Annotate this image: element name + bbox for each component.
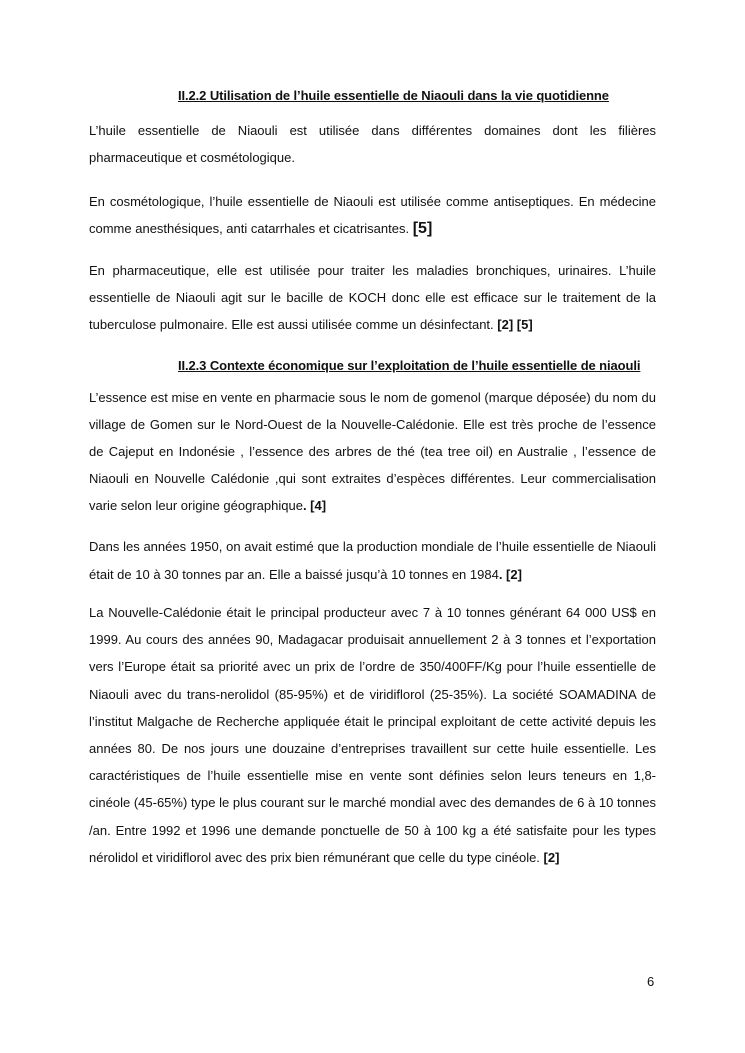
citation-reference: . [4] — [302, 498, 327, 513]
paragraph-production-mondiale — [89, 533, 656, 589]
citation-reference: [2] [5] — [497, 316, 533, 332]
citation-reference: [2] — [543, 849, 560, 865]
paragraph-text: La Nouvelle-Calédonie était le principal producteur avec 7 à 10 tonnes générant 64 000 US$ en 1999. Au cours des années 90, Madagacar produisait annuellement 2 à 3 tonnes et l’exportation vers l’Europe était sa priorité avec un prix de l’ordre de 350/400FF/Kg pour l’huile essentielle de Niaouli avec du trans-nerolidol (85-95%) et de viridiflorol (25-35%). La société SOAMADINA de l’institut Malgache de Recherche appliquée était le principal exploitant de cette activité depuis les années 80. De nos jours une douzaine d’entreprises travaillent sur cette huile essentielle. Les caractéristiques de l’huile essentielle mise en vente sont définies selon leurs teneurs en 1,8-cinéole (45-65%) type le plus courant sur le marché mondial avec des demandes de 6 à 10 tonnes /an. Entre 1992 et 1996 une demande ponctuelle de 50 à 100 kg a été satisfaite pour les types nérolidol et viridiflorol avec des prix bien rémunérant que celle du type cinéole. — [89, 605, 656, 865]
section-heading-contexte-economique: II.2.3 Contexte économique sur l’exploitation de l’huile essentielle de niaouli — [178, 358, 641, 373]
paragraph-text: L’huile essentielle de Niaouli est utilisée dans différentes domaines dont les filières pharmaceutique et cosmétologique. — [89, 123, 656, 165]
citation-reference: . [2] — [498, 567, 522, 582]
paragraph-cosmetologique — [89, 189, 656, 243]
paragraph-text: En cosmétologique, l’huile essentielle de Niaouli est utilisée comme antiseptiques. En médecine comme anesthésiques, anti catarrhales et cicatrisantes. — [89, 194, 656, 236]
paragraph-text: En pharmaceutique, elle est utilisée pour traiter les maladies bronchiques, urinaires. L’huile essentielle de Niaouli agit sur le bacille de KOCH donc elle est efficace sur le traitement de la tuberculose pulmonaire. Elle est aussi utilisée comme un désinfectant. — [89, 263, 656, 332]
section-heading-utilisation: II.2.2 Utilisation de l’huile essentielle de Niaouli dans la vie quotidienne — [178, 88, 609, 103]
paragraph-producteurs — [89, 599, 656, 871]
citation-reference: [5] — [412, 219, 433, 237]
page-number: 6 — [647, 974, 655, 989]
paragraph-intro — [89, 118, 656, 172]
paragraph-text: Dans les années 1950, on avait estimé que la production mondiale de l’huile essentielle de Niaouli était de 10 à 30 tonnes par an. Elle a baissé jusqu’à 10 tonnes en 1984 — [89, 539, 656, 582]
paragraph-essence — [89, 384, 656, 519]
paragraph-pharmaceutique — [89, 258, 656, 338]
paragraph-text: L’essence est mise en vente en pharmacie sous le nom de gomenol (marque déposée) du nom du village de Gomen sur le Nord-Ouest de la Nouvelle-Calédonie. Elle est très proche de l’essence de Cajeput en Indonésie , l’essence des arbres de thé (tea tree oil) en Australie , l’essence de Niaouli en Nouvelle Calédonie ,qui sont extraites d’espèces différentes. Leur commercialisation varie selon leur origine géographique — [89, 390, 656, 513]
